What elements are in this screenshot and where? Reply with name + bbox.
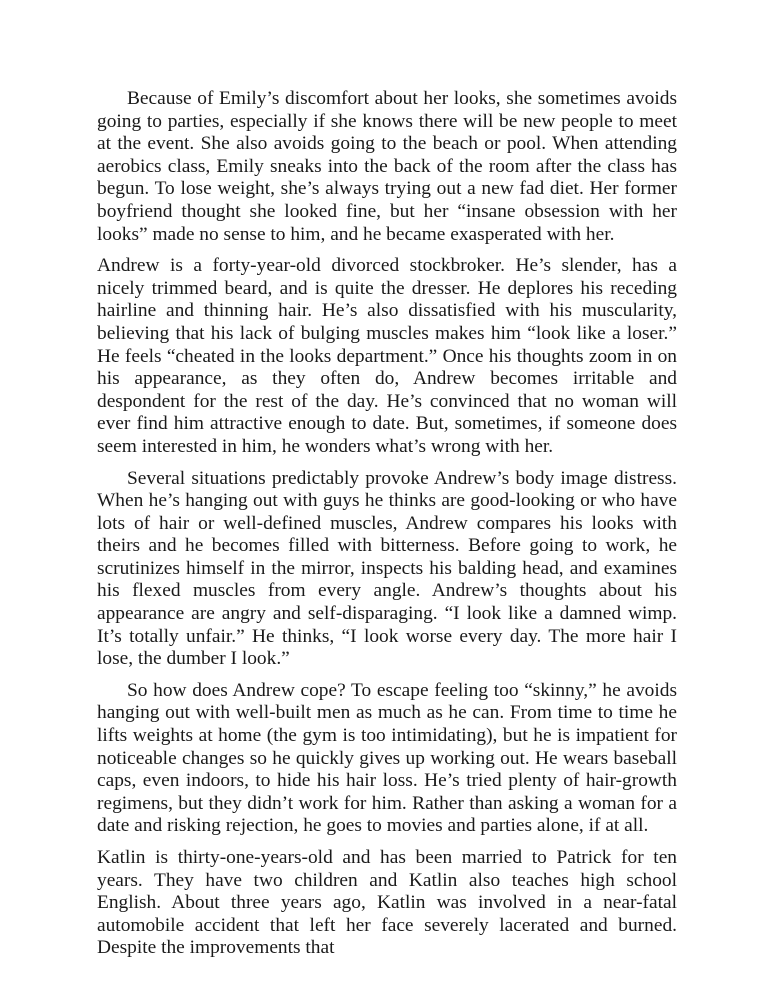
body-text [97,88,677,960]
paragraph-andrew-triggers: Several situations predictably provoke Andrew’s body image distress. When he’s hanging out with guys he thinks are good-looking or who have lots of hair or well-defined muscles, Andrew compares his looks with theirs and he becomes filled with bitterness. Before going to work, he scrutinizes himself in the mirror, inspects his balding head, and examines his flexed muscles from every angle. Andrew’s thoughts about his appearance are angry and self-disparaging. “I look like a damned wimp. It’s totally unfair.” He thinks, “I look worse every day. The more hair I lose, the dumber I look.” [97,467,677,670]
paragraph-andrew-coping: So how does Andrew cope? To escape feeling too “skinny,” he avoids hanging out with well-built men as much as he can. From time to time he lifts weights at home (the gym is too intimidating), but he is impatient for noticeable changes so he quickly gives up working out. He wears baseball caps, even indoors, to hide his hair loss. He’s tried plenty of hair-growth regimens, but they didn’t work for him. Rather than asking a woman for a date and risking rejection, he goes to movies and parties alone, if at all. [97,679,677,837]
paragraph-emily-avoidance: Because of Emily’s discomfort about her looks, she sometimes avoids going to parties, especially if she knows there will be new people to meet at the event. She also avoids going to the beach or pool. When attending aerobics class, Emily sneaks into the back of the room after the class has begun. To lose weight, she’s always trying out a new fad diet. Her former boyfriend thought she looked fine, but her “insane obsession with her looks” made no sense to him, and he became exasperated with her. [97,88,677,245]
paragraph-andrew-intro: Andrew is a forty-year-old divorced stockbroker. He’s slender, has a nicely trimmed beard, and is quite the dresser. He deplores his receding hairline and thinning hair. He’s also dissatisfied with his muscularity, believing that his lack of bulging muscles makes him “look like a loser.” He feels “cheated in the looks department.” Once his thoughts zoom in on his appearance, as they often do, Andrew becomes irritable and despondent for the rest of the day. He’s convinced that no woman will ever find him attractive enough to date. But, sometimes, if someone does seem interested in him, he wonders what’s wrong with her. [97,255,677,457]
paragraph-katlin-intro: Katlin is thirty-one-years-old and has been married to Patrick for ten years. They have two children and Katlin also teaches high school English. About three years ago, Katlin was involved in a near-fatal automobile accident that left her face severely lacerated and burned. Despite the improvements that [97,847,677,959]
